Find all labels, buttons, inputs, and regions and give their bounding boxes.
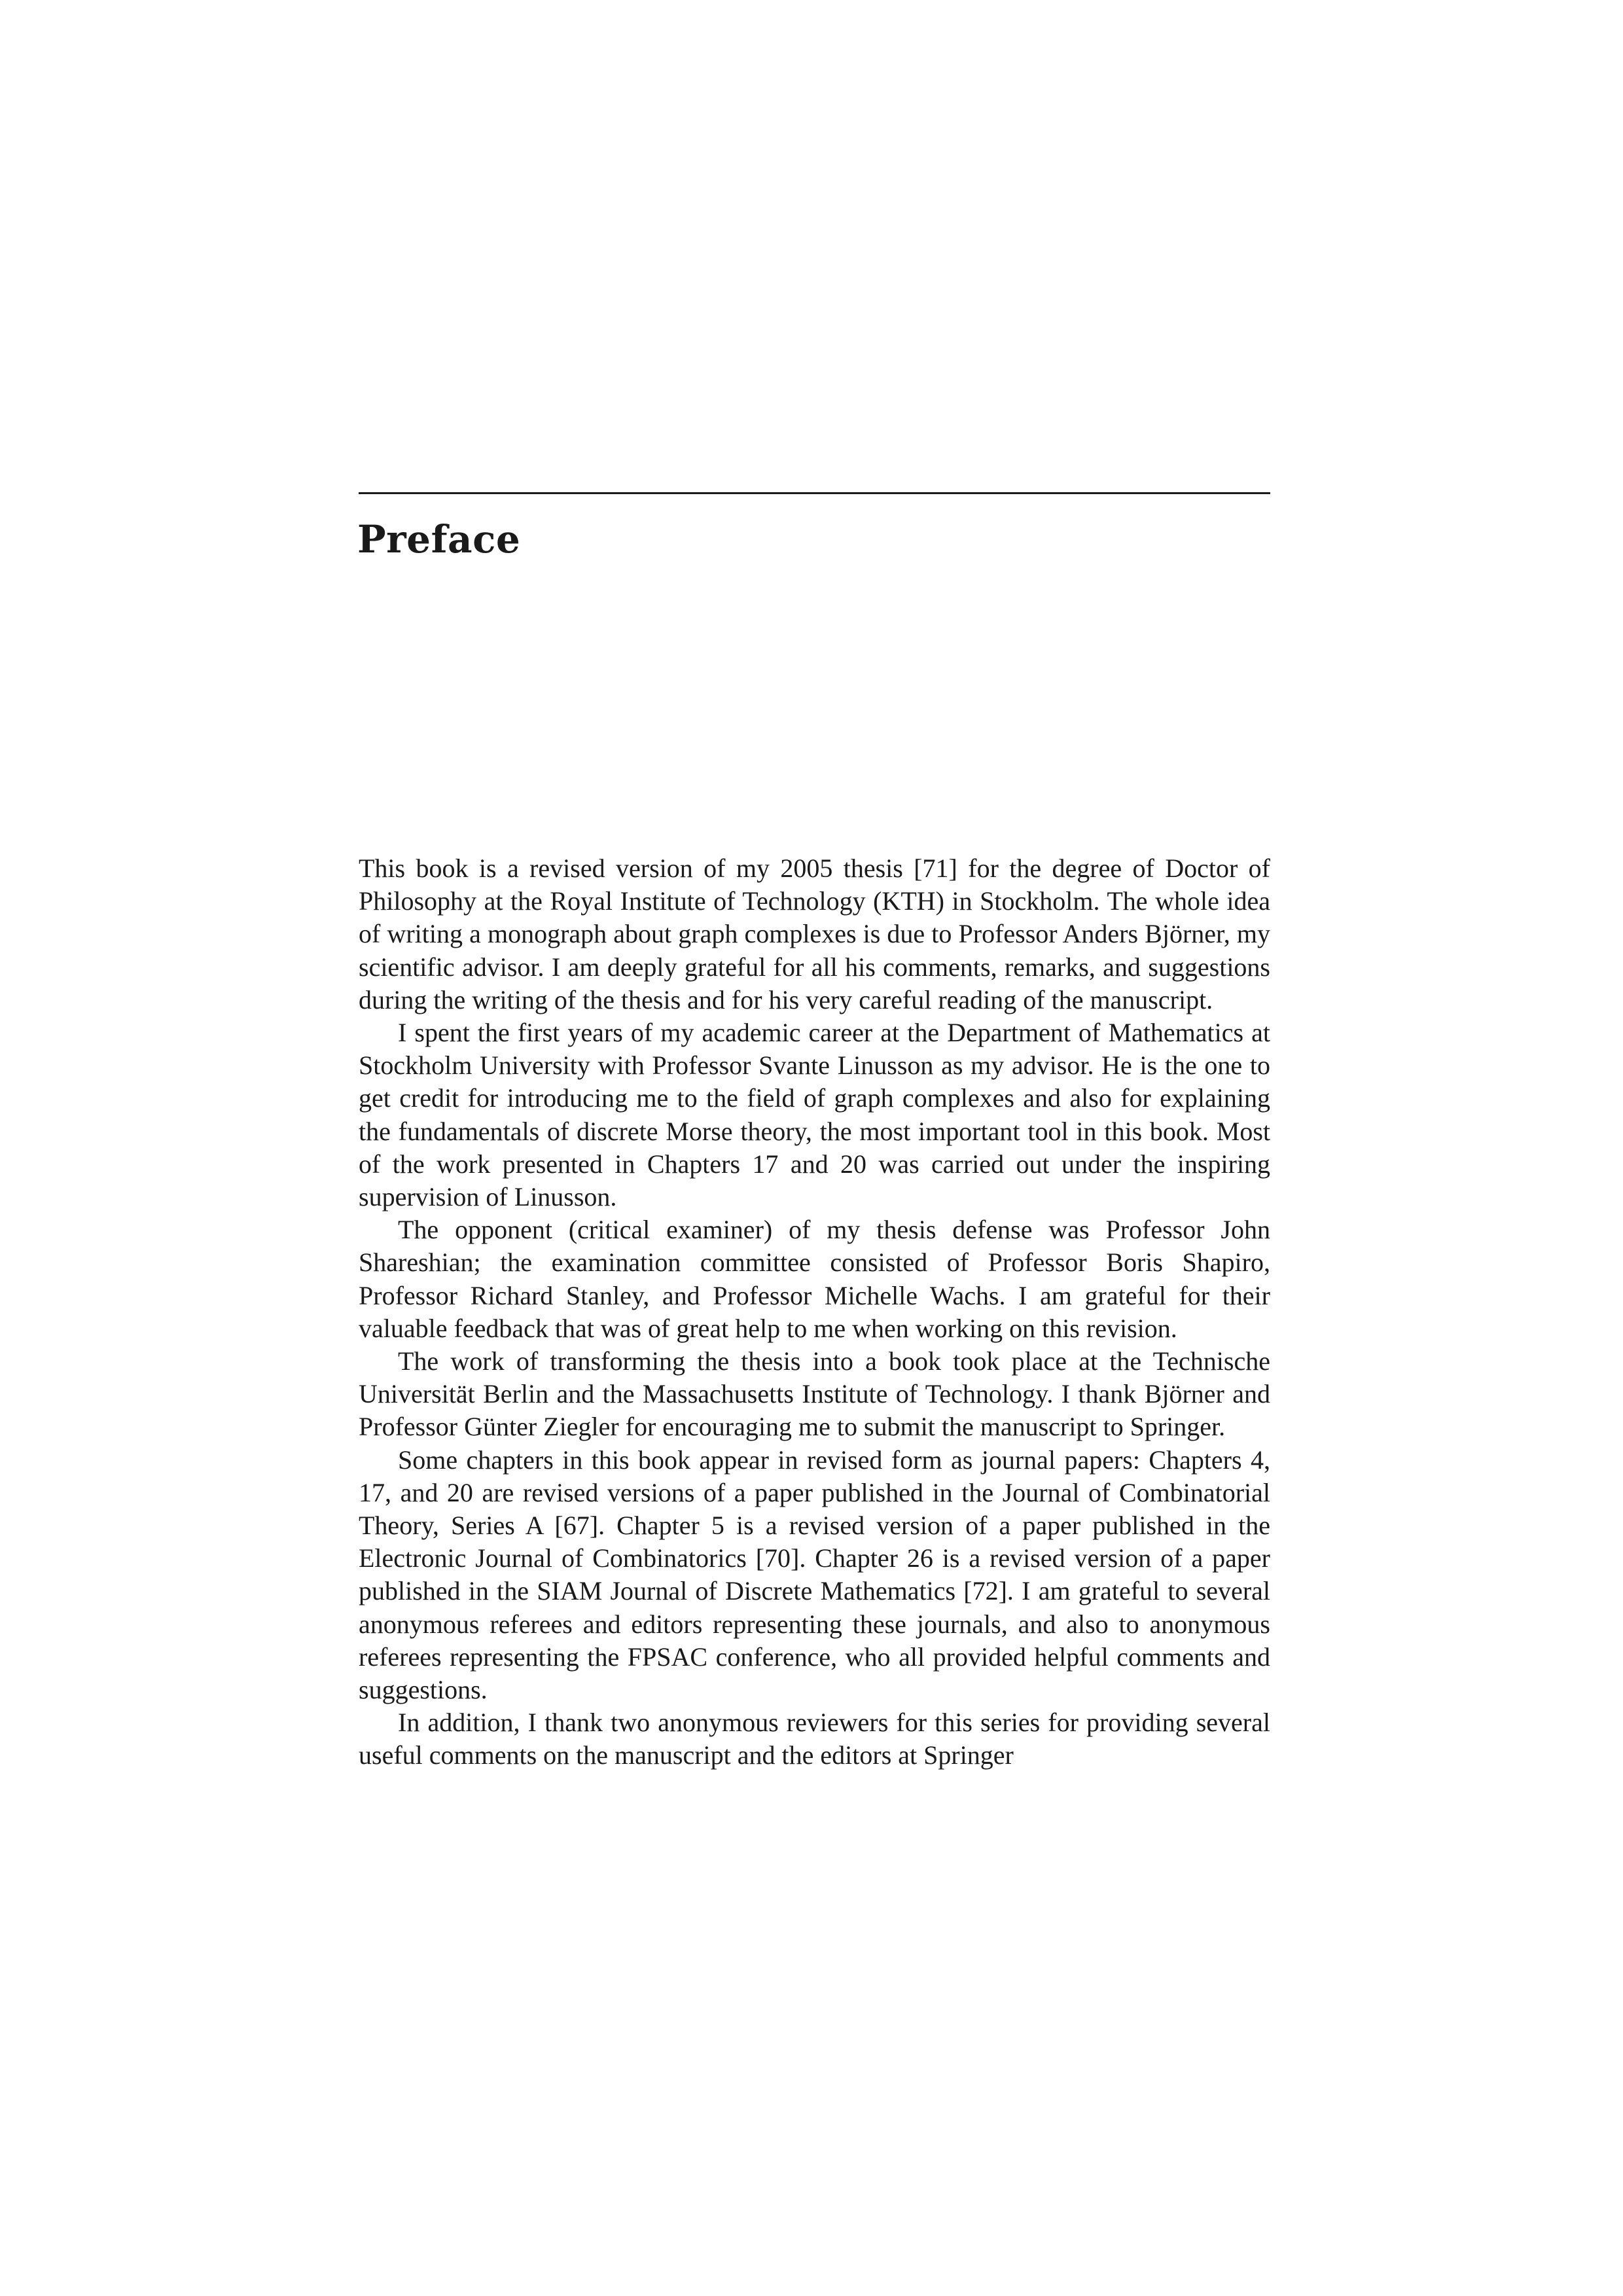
paragraph: The opponent (critical examiner) of my thesis defense was Professor John Shareshian; the examination committee consisted of Professor Boris Shapiro, Professor Richard Stanley, and Professor Michelle Wachs. I am grateful for their valuable feedback that was of great help to me when working on this revision.: [359, 1215, 1270, 1343]
paragraph: Some chapters in this book appear in revised form as journal papers: Chapters 4, 17, and 20 are revised versions of a paper published in the Journal of Combinatorial Theory, Series A [67]. Chapter 5 is a revised version of a paper published in the Electronic Journal of Combinatorics [70]. Chapter 26 is a revised version of a paper published in the SIAM Journal of Discrete Mathematics [72]. I am grateful to several anonymous referees and editors representing these journals, and also to anonymous referees representing the FPSAC conference, who all provided helpful comments and suggestions.: [359, 1444, 1270, 1705]
paragraph: I spent the first years of my academic career at the Department of Mathematics at Stockholm University with Professor Svante Linusson as my advisor. He is the one to get credit for introducing me to the field of graph complexes and also for explaining the fundamentals of discrete Morse theory, the most important tool in this book. Most of the work presented in Chapters 17 and 20 was carried out under the inspiring supervision of Linusson.: [359, 1018, 1270, 1212]
preface-body: [359, 852, 1270, 1772]
paragraph: This book is a revised version of my 2005 thesis [71] for the degree of Doctor of Philosophy at the Royal Institute of Technology (KTH) in Stockholm. The whole idea of writing a monograph about graph complexes is due to Professor Anders Björner, my scientific advisor. I am deeply grateful for all his comments, remarks, and suggestions during the writing of the thesis and for his very careful reading of the manuscript.: [359, 853, 1270, 1014]
paragraph: The work of transforming the thesis into a book took place at the Technische Universität Berlin and the Massachusetts Institute of Technology. I thank Björner and Professor Günter Ziegler for encouraging me to submit the manuscript to Springer.: [359, 1346, 1270, 1442]
paragraph: In addition, I thank two anonymous reviewers for this series for providing several useful comments on the manuscript and the editors at Springer: [359, 1708, 1270, 1770]
chapter-rule: [359, 492, 1270, 494]
chapter-title: Preface: [357, 517, 521, 562]
